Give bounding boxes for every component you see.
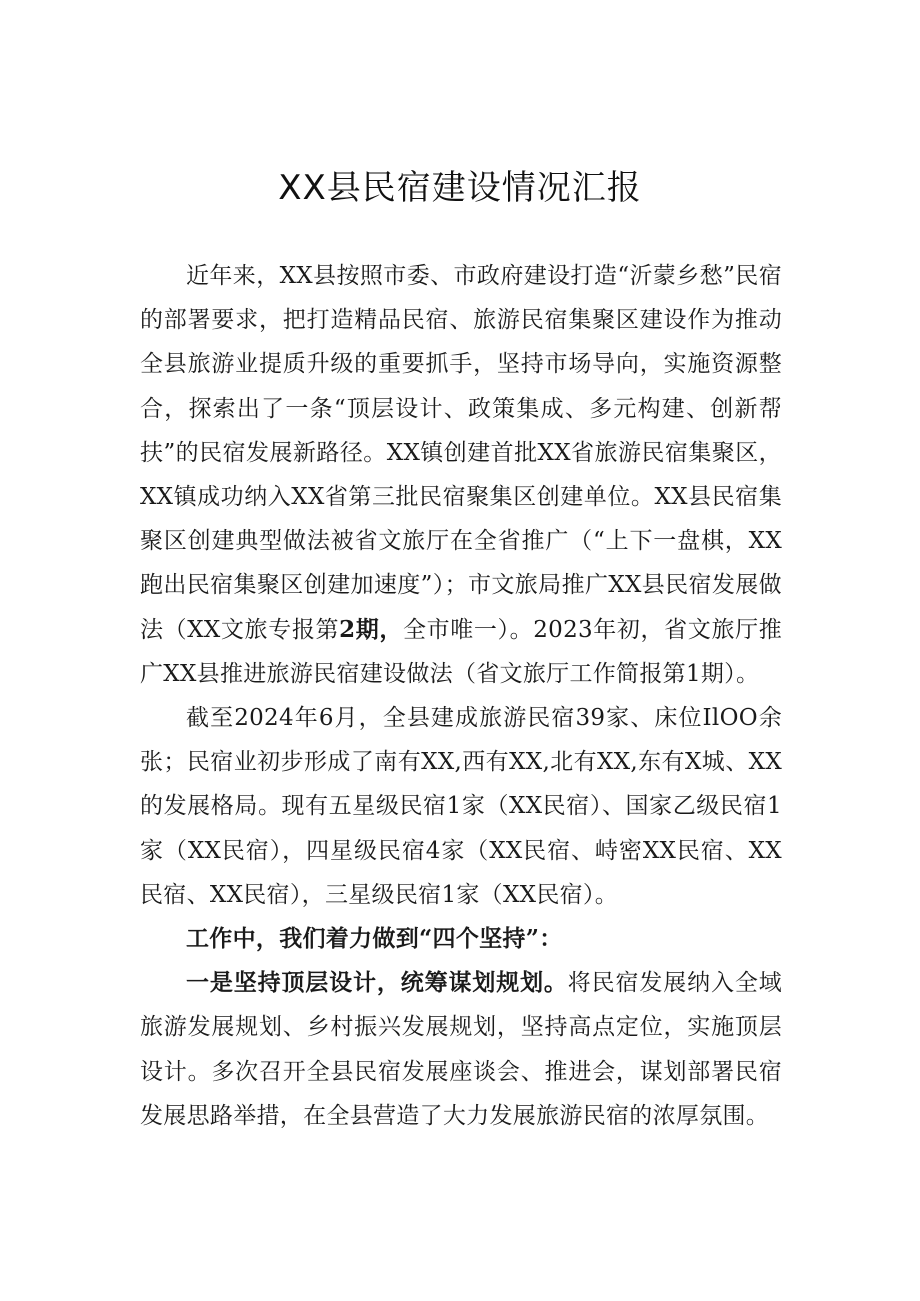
text-run-bold: 工作中，我们着力做到“四个坚持”： (186, 925, 563, 953)
paragraph-intro (140, 254, 782, 696)
text-run: 全市唯一）。2023年初，省文旅厅推广XX县推进旅游民宿建设做法（省文旅厅工作简报第1期）。 (140, 616, 782, 687)
text-run: 截至2024年6月，全县建成旅游民宿39家、床位IlOO余张；民宿业初步形成了南有XX,西有XX,北有XX,东有X城、XX的发展格局。现有五星级民宿1家（XX民宿）、国家乙级民宿1家（XX民宿），四星级民宿4家（XX民宿、峙密XX民宿、XX民宿、XX民宿），三星级民宿1家（XX民宿）。 (140, 705, 782, 908)
text-run: 将民宿发展纳入全域旅游发展规划、乡村振兴发展规划，坚持高点定位，实施顶层设计。多次召开全县民宿发展座谈会、推进会，谋划部署民宿发展思路举措，在全县营造了大力发展旅游民宿的浓厚氛围。 (140, 970, 782, 1129)
text-run: 近年来，XX县按照市委、市政府建设打造“沂蒙乡愁”民宿的部署要求，把打造精品民宿、旅游民宿集聚区建设作为推动全县旅游业提质升级的重要抓手，坚持市场导向，实施资源整合，探索出了一条“顶层设计、政策集成、多元构建、创新帮扶”的民宿发展新路径。XX镇创建首批XX省旅游民宿集聚区，XX镇成功纳入XX省第三批民宿聚集区创建单位。XX县民宿集聚区创建典型做法被省文旅厅在全省推广（“上下一盘棋，XX跑出民宿集聚区创建加速度”）；市文旅局推广XX县民宿发展做法（XX文旅专报第 (140, 263, 782, 643)
text-run-bold: 一是坚持顶层设计，统筹谋划规划。 (186, 969, 568, 997)
paragraph-four-persistences (140, 917, 782, 961)
document-body (140, 254, 782, 1138)
paragraph-status (140, 696, 782, 917)
paragraph-top-level-design (140, 961, 782, 1138)
document-title: XX县民宿建设情况汇报 (278, 168, 642, 208)
text-run-bold: 2期， (339, 615, 403, 643)
